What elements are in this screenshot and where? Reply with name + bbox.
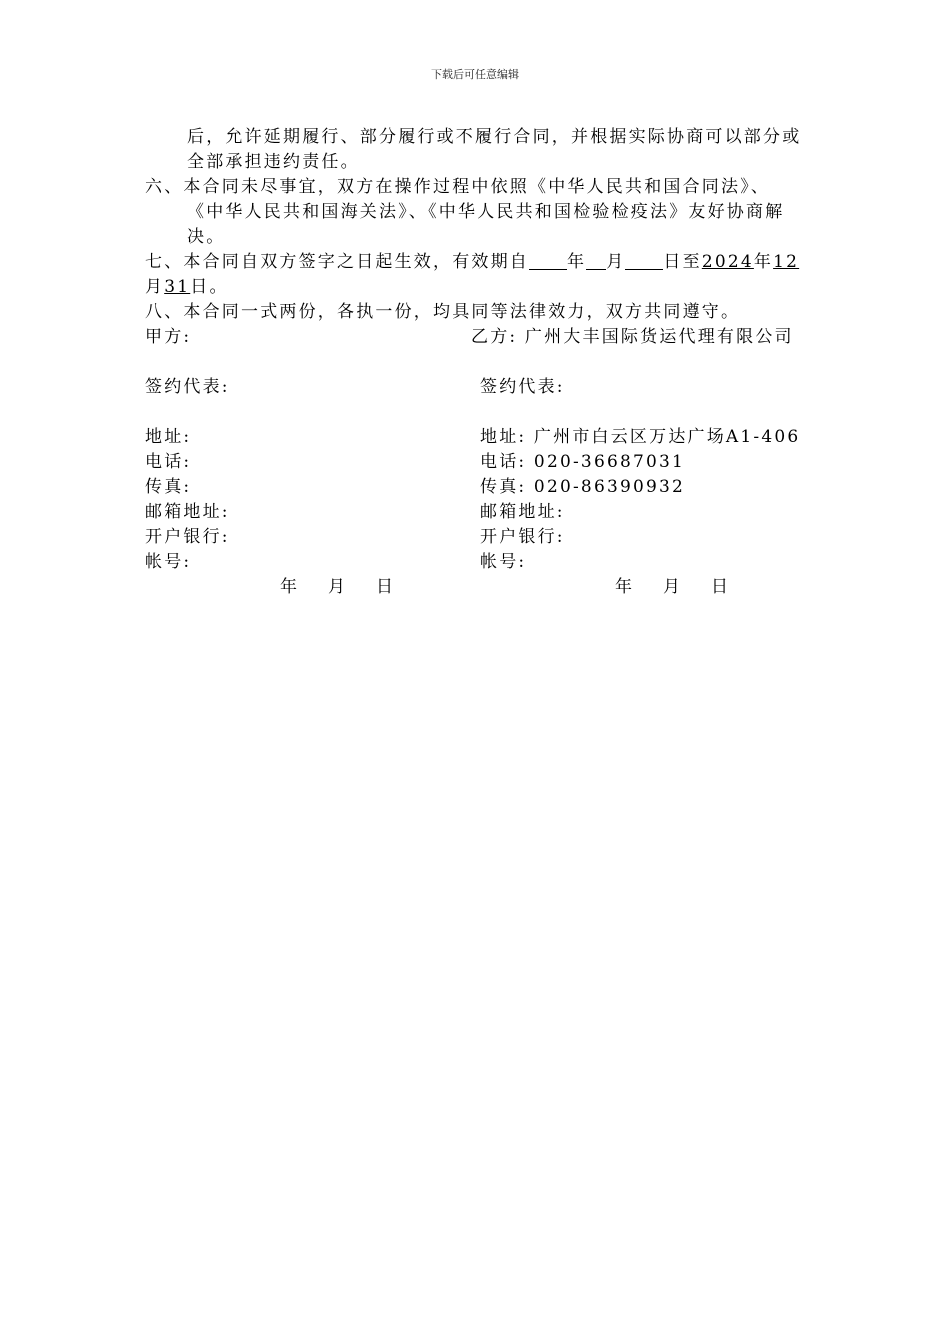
clause7-month-char: 月: [606, 252, 626, 272]
party-a-postal: 邮箱地址:: [145, 502, 230, 522]
party-a-address: 地址:: [145, 427, 192, 447]
party-b-rep: 签约代表:: [480, 377, 565, 397]
clause7-year-char: 年: [567, 252, 587, 272]
clause5-continuation-line2: 全部承担违约责任。: [187, 152, 360, 172]
party-a-bank: 开户银行:: [145, 527, 230, 547]
clause6-line3: 决。: [187, 227, 226, 247]
clause7-line1: [145, 250, 799, 275]
page-header-note: 下载后可任意编辑: [431, 68, 519, 81]
clause7-end-year: 2024: [701, 252, 754, 272]
clause7-end-month: 12: [773, 252, 800, 272]
party-a-fax: 传真:: [145, 477, 192, 497]
clause7-year-char2: 年: [753, 252, 774, 272]
clause6-line1: 六、本合同未尽事宜，双方在操作过程中依照《中华人民共和国合同法》、: [145, 177, 771, 197]
party-b-address: 地址: 广州市白云区万达广场A1-406: [480, 427, 801, 447]
party-b-account: 帐号:: [480, 552, 527, 572]
clause7-suffix: 日。: [190, 277, 229, 297]
start-year-blank: [529, 251, 567, 270]
party-b-fax: 传真: 020-86390932: [480, 477, 686, 497]
party-a-date-month: 月: [328, 577, 345, 597]
clause7-end-day: 31: [164, 277, 191, 297]
clause5-continuation-line1: 后，允许延期履行、部分履行或不履行合同，并根据实际协商可以部分或: [187, 127, 802, 147]
party-b-date: [615, 575, 728, 600]
party-a-rep: 签约代表:: [145, 377, 230, 397]
party-a-label: 甲方:: [145, 327, 192, 347]
party-b-postal: 邮箱地址:: [480, 502, 565, 522]
party-b-date-day: 日: [711, 577, 728, 597]
start-day-blank: [625, 251, 663, 270]
party-b-bank: 开户银行:: [480, 527, 565, 547]
clause7-prefix: 七、本合同自双方签字之日起生效，有效期自: [145, 252, 529, 272]
clause7-day-char: 日至: [663, 252, 702, 272]
clause6-line2: 《中华人民共和国海关法》、《中华人民共和国检验检疫法》友好协商解: [187, 202, 785, 222]
party-a-date: [280, 575, 393, 600]
party-a-phone: 电话:: [145, 452, 192, 472]
party-a-date-year: 年: [280, 577, 297, 597]
party-a-account: 帐号:: [145, 552, 192, 572]
start-month-blank: [586, 251, 606, 270]
party-b-phone: 电话: 020-36687031: [480, 452, 686, 472]
clause8: 八、本合同一式两份，各执一份，均具同等法律效力，双方共同遵守。: [145, 302, 741, 322]
party-a-date-day: 日: [376, 577, 393, 597]
party-b-label: 乙方: 广州大丰国际货运代理有限公司: [471, 327, 794, 347]
party-b-date-year: 年: [615, 577, 632, 597]
clause7-line2: [145, 275, 229, 300]
party-b-date-month: 月: [663, 577, 680, 597]
clause7-month-char2: 月: [145, 277, 165, 297]
